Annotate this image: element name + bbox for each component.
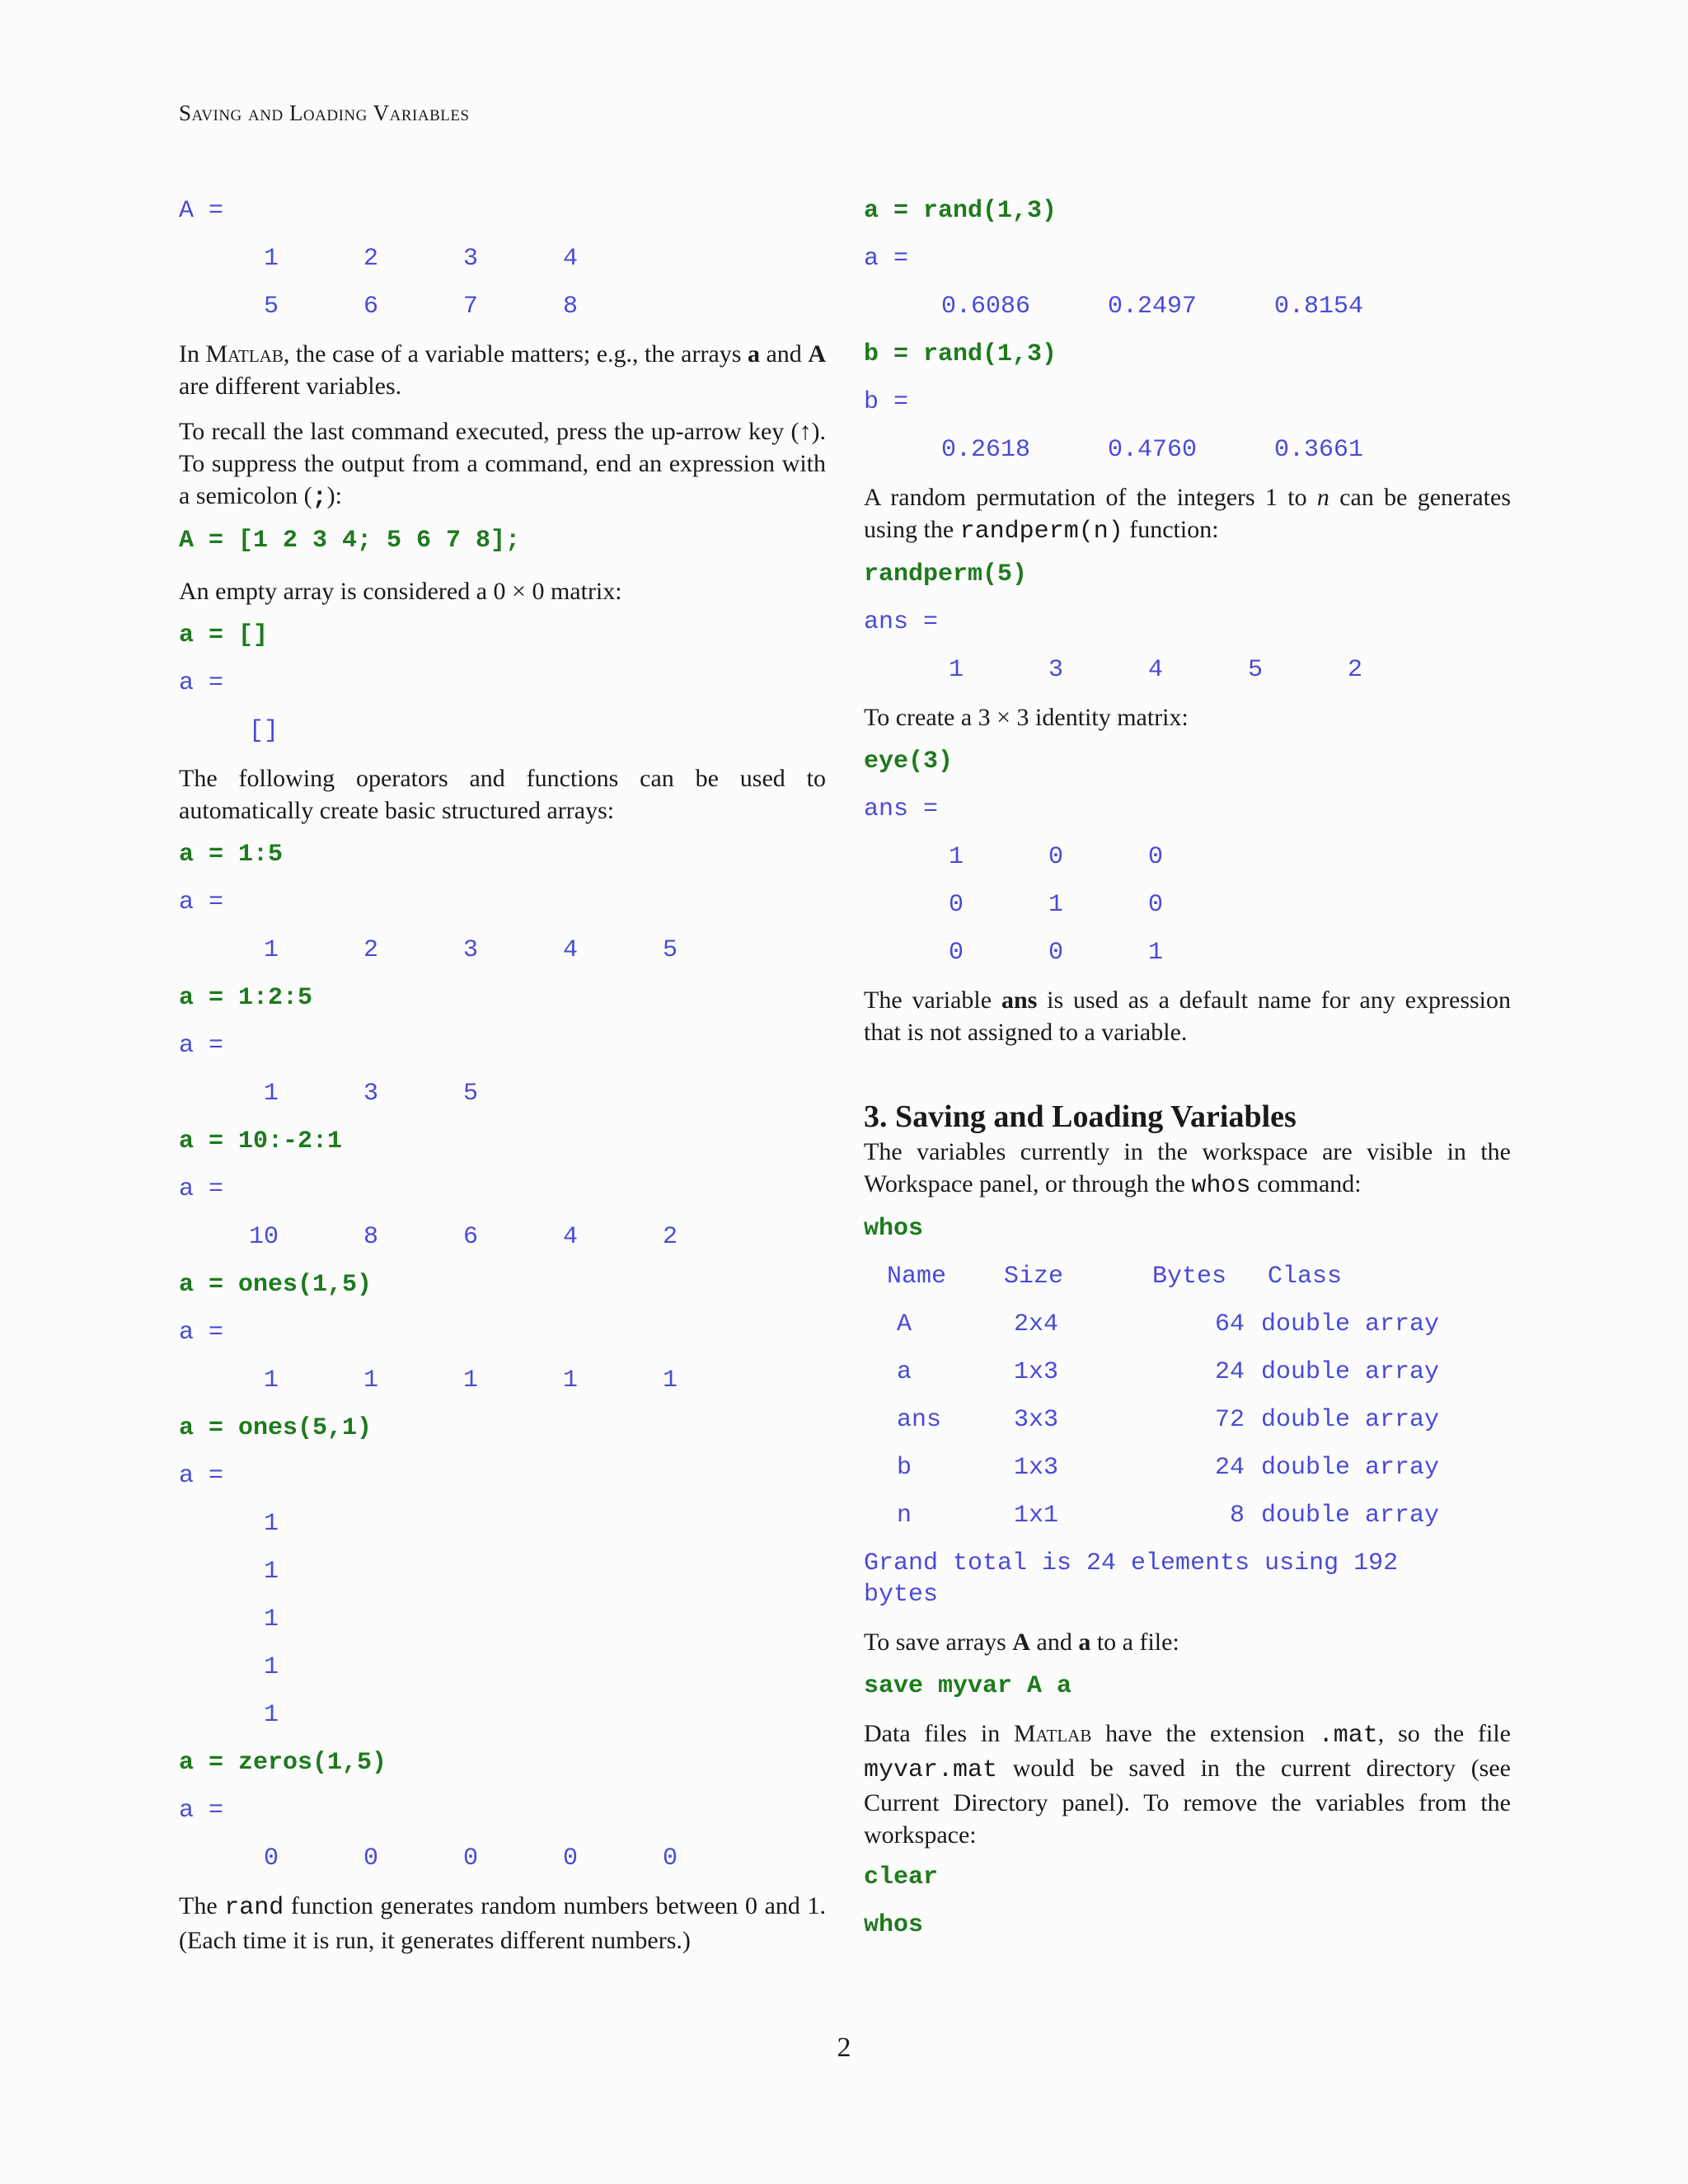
matrix-row: [179, 1507, 826, 1555]
paragraph-save: To save arrays A and a to a file:: [864, 1629, 1179, 1656]
matrix-cell: 2: [1347, 656, 1362, 684]
matrix-cell: 1: [948, 843, 964, 871]
page-number: 2: [837, 2032, 851, 2063]
command-line: a = []: [179, 621, 269, 649]
matrix-cell: 5: [263, 293, 279, 321]
matrix-row: [179, 1364, 826, 1412]
inline-code: whos: [1191, 1172, 1251, 1200]
command-line: A = [1 2 3 4; 5 6 7 8];: [179, 527, 521, 555]
paragraph-randperm: A random permutation of the integers 1 to n can be generates using the randperm(n) function:: [864, 484, 1511, 546]
inline-code: myvar.mat: [864, 1756, 998, 1784]
whos-header-cell: Size: [1004, 1263, 1064, 1291]
matrix-cell: 2: [363, 936, 378, 964]
matrix-cell: 1: [462, 1366, 478, 1394]
whos-cell: 24: [1214, 1454, 1245, 1482]
left-column: [179, 194, 826, 1957]
matrix-cell: 1: [662, 1366, 678, 1394]
running-header: Saving and Loading Variables: [179, 101, 470, 125]
matrix-row: [864, 841, 1511, 888]
matrix-cell: 0.4760: [1107, 436, 1197, 464]
matrix-row: [864, 936, 1511, 984]
command-line: save myvar A a: [864, 1672, 1072, 1700]
matrix-cell: 4: [562, 1223, 578, 1251]
matrix-cell: 0: [263, 1844, 279, 1872]
matrix-cell: 8: [363, 1223, 378, 1251]
whos-cell: 24: [1214, 1358, 1245, 1386]
whos-cell: 3x3: [1014, 1406, 1059, 1434]
matrix-row: [179, 715, 826, 762]
output-label: a =: [179, 1175, 224, 1203]
matrix-row: [179, 1842, 826, 1890]
matrix-cell: 1: [263, 1605, 279, 1633]
matrix-cell: 1: [263, 1653, 279, 1681]
whos-header-row: [864, 1260, 1511, 1308]
matrix-cell: 1: [363, 1366, 378, 1394]
matrix-cell: 0: [948, 939, 964, 967]
matrix-cell: 5: [462, 1080, 478, 1108]
whos-cell: double array: [1261, 1310, 1440, 1338]
whos-row: [864, 1308, 1511, 1356]
inline-code: randperm(n): [959, 518, 1123, 546]
matrix-cell: 1: [263, 1080, 279, 1108]
matrix-cell: 3: [462, 936, 478, 964]
matrix-cell: 6: [462, 1223, 478, 1251]
whos-cell: A: [897, 1310, 912, 1338]
whos-cell: double array: [1261, 1454, 1440, 1482]
matrix-row: [179, 1699, 826, 1746]
inline-code: rand: [224, 1894, 284, 1922]
paragraph-operators: The following operators and functions can be used to automatically create basic structured arrays:: [179, 765, 826, 824]
matrix-cell: 1: [263, 1701, 279, 1729]
whos-cell: 1x3: [1014, 1454, 1059, 1482]
command-line: a = 1:5: [179, 841, 284, 869]
matrix-row: [179, 1651, 826, 1699]
matrix-cell: 0: [1147, 891, 1163, 919]
matrix-cell: 10: [248, 1223, 279, 1251]
whos-header-cell: Bytes: [1152, 1263, 1227, 1291]
matrix-cell: 0.8154: [1273, 293, 1363, 321]
section-heading: 3. Saving and Loading Variables: [864, 1099, 1296, 1134]
matrix-cell: 6: [363, 293, 378, 321]
whos-total: bytes: [864, 1581, 939, 1609]
matrix-cell: 0: [948, 891, 964, 919]
matrix-cell: 5: [662, 936, 678, 964]
matrix-row: [864, 290, 1511, 338]
command-line: clear: [864, 1863, 939, 1891]
whos-cell: 1x1: [1014, 1502, 1059, 1530]
whos-row: [864, 1404, 1511, 1451]
matrix-cell: 7: [462, 293, 478, 321]
command-line: a = ones(1,5): [179, 1271, 373, 1299]
command-line: a = 10:-2:1: [179, 1127, 343, 1155]
matrix-row: [864, 434, 1511, 481]
whos-cell: 8: [1229, 1502, 1245, 1530]
matrix-cell: 1: [1048, 891, 1063, 919]
matrix-row: [179, 934, 826, 982]
matrix-cell: 1: [263, 1510, 279, 1538]
output-label: b =: [864, 388, 909, 416]
command-line: eye(3): [864, 748, 954, 776]
paragraph-empty-array: An empty array is considered a 0 × 0 matrix:: [179, 578, 622, 605]
matrix-cell: 0: [662, 1844, 678, 1872]
matrix-cell: 3: [462, 245, 478, 273]
matrix-row: [864, 888, 1511, 936]
inline-code: .mat: [1318, 1722, 1378, 1750]
command-line: b = rand(1,3): [864, 340, 1057, 368]
whos-cell: 64: [1214, 1310, 1245, 1338]
command-line: a = ones(5,1): [179, 1414, 373, 1442]
paragraph-data-files: Data files in Matlab have the extension .mat, so the file myvar.mat would be saved in the current directory (see Current Directory panel). To remove the variables from the workspace:: [864, 1720, 1511, 1849]
matrix-cell: 2: [662, 1223, 678, 1251]
paragraph-case-sensitivity: In Matlab, the case of a variable matters; e.g., the arrays a and A are different variables.: [179, 340, 826, 400]
command-line: a = zeros(1,5): [179, 1749, 387, 1777]
matrix-cell: 0.3661: [1273, 436, 1363, 464]
matrix-cell: 2: [363, 245, 378, 273]
output-label: a =: [179, 1032, 224, 1060]
whos-cell: double array: [1261, 1502, 1440, 1530]
matrix-row: [864, 654, 1511, 701]
matrix-cell: 5: [1247, 656, 1263, 684]
output-label: a =: [179, 669, 224, 697]
matrix-row: [179, 1555, 826, 1603]
whos-row: [864, 1451, 1511, 1499]
whos-cell: 1x3: [1014, 1358, 1059, 1386]
matrix-cell: 1: [263, 1558, 279, 1586]
whos-cell: double array: [1261, 1358, 1440, 1386]
matrix-cell: 8: [562, 293, 578, 321]
matrix-cell: 0: [363, 1844, 378, 1872]
whos-cell: ans: [897, 1406, 942, 1434]
command-line: randperm(5): [864, 560, 1028, 588]
matrix-cell: 4: [1147, 656, 1163, 684]
matrix-cell: 0: [1048, 843, 1063, 871]
matrix-cell: 0: [1048, 939, 1063, 967]
matrix-cell: []: [248, 717, 279, 745]
paragraph-identity: To create a 3 × 3 identity matrix:: [864, 704, 1189, 731]
whos-cell: 72: [1214, 1406, 1245, 1434]
matrix-cell: 1: [562, 1366, 578, 1394]
output-label: a =: [179, 1319, 224, 1347]
matrix-cell: 1: [1147, 939, 1163, 967]
output-label: a =: [179, 1797, 224, 1825]
matrix-cell: 0: [1147, 843, 1163, 871]
matrix-cell: 0.2618: [940, 436, 1030, 464]
whos-cell: 2x4: [1014, 1310, 1059, 1338]
matrix-cell: 0: [562, 1844, 578, 1872]
output-label: a =: [864, 245, 909, 273]
output-label: a =: [179, 888, 224, 916]
matrix-cell: 4: [562, 245, 578, 273]
matlab-name: Matlab: [205, 340, 284, 368]
whos-cell: b: [897, 1454, 912, 1482]
matrix-row: [179, 1221, 826, 1268]
command-line: whos: [864, 1911, 924, 1939]
matrix-cell: 1: [948, 656, 964, 684]
matrix-cell: 1: [263, 1366, 279, 1394]
matrix-row: [179, 242, 826, 290]
output-label: ans =: [864, 608, 939, 636]
command-line: whos: [864, 1215, 924, 1243]
output-label: a =: [179, 1462, 224, 1490]
matrix-cell: 0.6086: [940, 293, 1030, 321]
matlab-name: Matlab: [1014, 1720, 1092, 1747]
matrix-cell: 4: [562, 936, 578, 964]
whos-row: [864, 1356, 1511, 1404]
whos-cell: n: [897, 1502, 912, 1530]
whos-header-cell: Name: [887, 1263, 947, 1291]
right-column: [864, 194, 1511, 1957]
command-line: a = 1:2:5: [179, 984, 313, 1012]
command-line: a = rand(1,3): [864, 197, 1057, 225]
paragraph-recall: To recall the last command executed, press the up-arrow key (↑). To suppress the output from a command, end an expression with a semicolon (;):: [179, 418, 826, 512]
whos-total: Grand total is 24 elements using 192: [864, 1549, 1399, 1577]
paragraph-ans: The variable ans is used as a default name for any expression that is not assigned to a variable.: [864, 987, 1512, 1046]
whos-header-cell: Class: [1268, 1263, 1343, 1291]
matrix-row: [179, 1603, 826, 1651]
output-label: A =: [179, 197, 224, 225]
matrix-cell: 0: [462, 1844, 478, 1872]
paragraph-workspace: The variables currently in the workspace are visible in the Workspace panel, or through the whos command:: [864, 1138, 1511, 1200]
matrix-cell: 3: [363, 1080, 378, 1108]
matrix-cell: 1: [263, 936, 279, 964]
matrix-cell: 1: [263, 245, 279, 273]
matrix-cell: 3: [1048, 656, 1063, 684]
whos-cell: a: [897, 1358, 912, 1386]
matrix-row: [179, 290, 826, 338]
output-label: ans =: [864, 795, 939, 823]
whos-cell: double array: [1261, 1406, 1440, 1434]
paragraph-rand: The rand function generates random numbers between 0 and 1. (Each time it is run, it generates different numbers.): [179, 1892, 826, 1954]
matrix-cell: 0.2497: [1107, 293, 1197, 321]
matrix-row: [179, 1077, 826, 1125]
whos-row: [864, 1499, 1511, 1547]
